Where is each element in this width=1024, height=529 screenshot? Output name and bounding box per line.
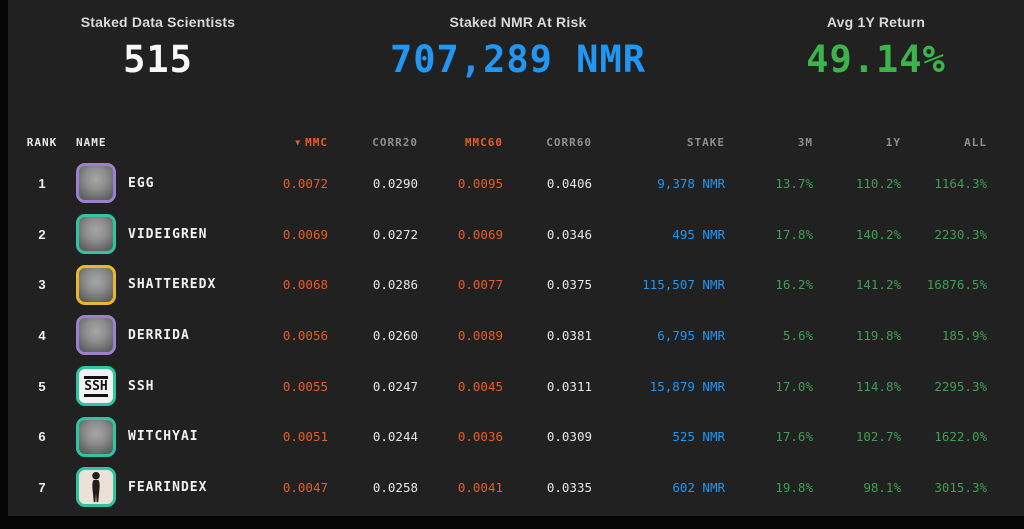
- rank-cell: 3: [38, 277, 46, 293]
- corr20-cell: 0.0286: [372, 277, 418, 293]
- return-3m-cell: 16.2%: [775, 277, 813, 293]
- mmc-cell: 0.0051: [282, 429, 328, 445]
- rank-cell: 2: [38, 226, 46, 242]
- username[interactable]: SHATTEREDX: [128, 277, 217, 293]
- stake-cell: 525 NMR: [672, 429, 725, 445]
- return-3m-cell: 19.8%: [775, 479, 813, 495]
- mmc-cell: 0.0055: [282, 378, 328, 394]
- stat-value-staked-nmr-at-risk: 707,289 NMR: [389, 38, 647, 81]
- stat-avg-1y-return: [728, 14, 1024, 104]
- mmc-cell: 0.0056: [282, 327, 328, 343]
- stake-cell: 602 NMR: [672, 479, 725, 495]
- column-header-corr20[interactable]: CORR20: [372, 135, 418, 149]
- name-cell[interactable]: [76, 366, 230, 406]
- return-3m-cell: 5.6%: [782, 327, 813, 343]
- return-all-cell: 1622.0%: [934, 429, 987, 445]
- return-all-cell: 185.9%: [941, 327, 987, 343]
- mmc-cell: 0.0072: [282, 175, 328, 191]
- table-row[interactable]: [8, 158, 1024, 209]
- person-silhouette-icon: [83, 471, 109, 503]
- rank-cell: 1: [38, 175, 46, 191]
- stat-staked-nmr-at-risk: [308, 14, 728, 104]
- name-cell[interactable]: [76, 265, 230, 305]
- mmc-cell: 0.0069: [282, 226, 328, 242]
- return-3m-cell: 13.7%: [775, 175, 813, 191]
- username[interactable]: SSH: [128, 378, 155, 394]
- mmc60-cell: 0.0069: [457, 226, 503, 242]
- rank-cell: 4: [38, 327, 46, 343]
- column-header-all[interactable]: ALL: [964, 135, 987, 149]
- username[interactable]: FEARINDEX: [128, 479, 208, 495]
- user-avatar: [76, 417, 116, 457]
- return-3m-cell: 17.6%: [775, 429, 813, 445]
- corr60-cell: 0.0311: [546, 378, 592, 394]
- mmc60-cell: 0.0041: [457, 479, 503, 495]
- corr20-cell: 0.0272: [372, 226, 418, 242]
- user-avatar: [76, 467, 116, 507]
- return-all-cell: 16876.5%: [926, 277, 987, 293]
- stats-header: [8, 0, 1024, 104]
- return-1y-cell: 102.7%: [855, 429, 901, 445]
- stake-cell: 9,378 NMR: [657, 175, 725, 191]
- table-row[interactable]: [8, 310, 1024, 361]
- leaderboard-panel: [8, 0, 1024, 516]
- column-header-stake[interactable]: STAKE: [686, 135, 725, 149]
- rank-cell: 7: [38, 479, 46, 495]
- corr20-cell: 0.0260: [372, 327, 418, 343]
- return-1y-cell: 141.2%: [855, 277, 901, 293]
- column-header-1y[interactable]: 1Y: [885, 135, 901, 149]
- corr60-cell: 0.0309: [546, 429, 592, 445]
- return-1y-cell: 140.2%: [855, 226, 901, 242]
- user-avatar: [76, 163, 116, 203]
- table-row[interactable]: [8, 209, 1024, 260]
- stake-cell: 15,879 NMR: [649, 378, 725, 394]
- user-avatar: [76, 214, 116, 254]
- name-cell[interactable]: [76, 467, 230, 507]
- corr60-cell: 0.0406: [546, 175, 592, 191]
- corr60-cell: 0.0346: [546, 226, 592, 242]
- stat-label: Staked Data Scientists: [80, 14, 236, 30]
- table-row[interactable]: [8, 411, 1024, 462]
- table-row[interactable]: [8, 259, 1024, 310]
- mmc-cell: 0.0068: [282, 277, 328, 293]
- user-avatar: [76, 265, 116, 305]
- name-cell[interactable]: [76, 417, 230, 457]
- stat-label: Avg 1Y Return: [826, 14, 926, 30]
- mmc-cell: 0.0047: [282, 479, 328, 495]
- user-avatar: [76, 366, 116, 406]
- mmc60-cell: 0.0095: [457, 175, 503, 191]
- column-header-3m[interactable]: 3M: [797, 135, 813, 149]
- avatar-text: SSH: [84, 376, 107, 397]
- stat-value-staked-data-scientists: 515: [123, 38, 193, 81]
- user-avatar: [76, 315, 116, 355]
- mmc60-cell: 0.0077: [457, 277, 503, 293]
- username[interactable]: EGG: [128, 175, 155, 191]
- name-cell[interactable]: [76, 163, 230, 203]
- name-cell[interactable]: [76, 315, 230, 355]
- return-3m-cell: 17.0%: [775, 378, 813, 394]
- corr20-cell: 0.0258: [372, 479, 418, 495]
- stake-cell: 495 NMR: [672, 226, 725, 242]
- table-row[interactable]: [8, 462, 1024, 513]
- rank-cell: 6: [38, 429, 46, 445]
- stat-value-avg-1y-return: 49.14%: [806, 38, 946, 81]
- mmc60-cell: 0.0036: [457, 429, 503, 445]
- username[interactable]: WITCHYAI: [128, 429, 199, 445]
- return-all-cell: 2295.3%: [934, 378, 987, 394]
- return-1y-cell: 119.8%: [855, 327, 901, 343]
- stat-staked-data-scientists: [8, 14, 308, 104]
- column-header-mmc-sorted[interactable]: [230, 136, 328, 149]
- column-header-mmc-label: MMC: [305, 135, 328, 149]
- mmc60-cell: 0.0045: [457, 378, 503, 394]
- corr20-cell: 0.0247: [372, 378, 418, 394]
- username[interactable]: VIDEIGREN: [128, 226, 208, 242]
- table-header-row: [8, 126, 1024, 158]
- column-header-mmc60[interactable]: MMC60: [464, 135, 503, 149]
- return-1y-cell: 98.1%: [863, 479, 901, 495]
- corr60-cell: 0.0375: [546, 277, 592, 293]
- mmc60-cell: 0.0089: [457, 327, 503, 343]
- return-1y-cell: 110.2%: [855, 175, 901, 191]
- column-header-name: NAME: [76, 135, 107, 149]
- stake-cell: 115,507 NMR: [642, 277, 725, 293]
- return-1y-cell: 114.8%: [855, 378, 901, 394]
- username[interactable]: DERRIDA: [128, 327, 190, 343]
- sort-descending-icon: ▼: [295, 137, 302, 147]
- rank-cell: 5: [38, 378, 46, 394]
- return-all-cell: 2230.3%: [934, 226, 987, 242]
- return-3m-cell: 17.8%: [775, 226, 813, 242]
- column-header-corr60[interactable]: CORR60: [546, 135, 592, 149]
- table-row[interactable]: [8, 361, 1024, 412]
- return-all-cell: 3015.3%: [934, 479, 987, 495]
- stake-cell: 6,795 NMR: [657, 327, 725, 343]
- stat-label: Staked NMR At Risk: [449, 14, 587, 30]
- corr20-cell: 0.0290: [372, 175, 418, 191]
- corr60-cell: 0.0335: [546, 479, 592, 495]
- corr60-cell: 0.0381: [546, 327, 592, 343]
- corr20-cell: 0.0244: [372, 429, 418, 445]
- name-cell[interactable]: [76, 214, 230, 254]
- column-header-rank: RANK: [26, 135, 58, 149]
- return-all-cell: 1164.3%: [934, 175, 987, 191]
